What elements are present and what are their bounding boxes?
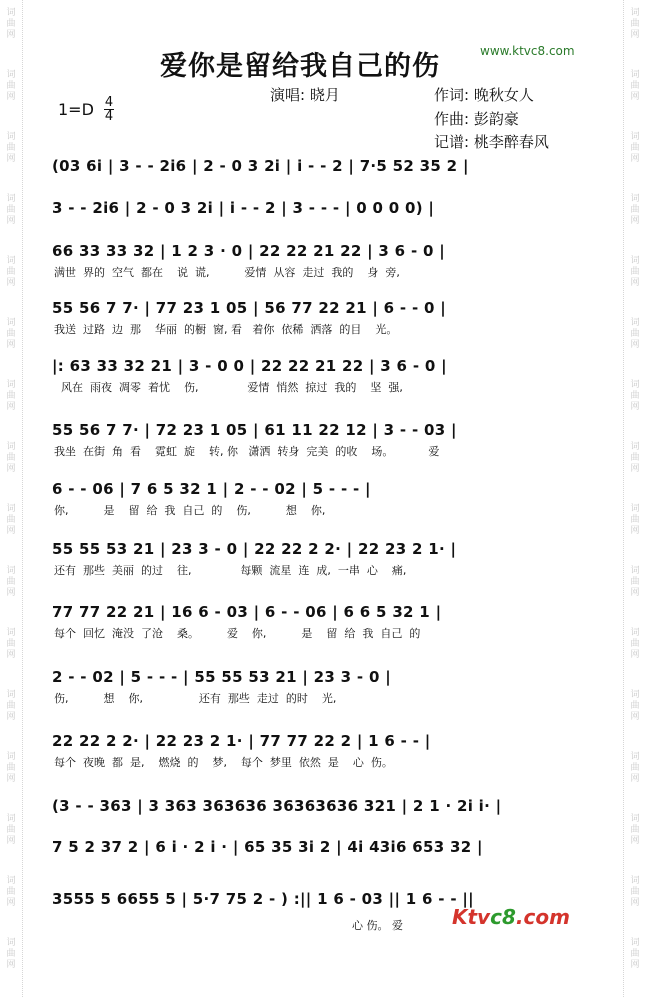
lyric-line: 满世 界的 空气 都在 说 谎, 爱情 从容 走过 我的 身 旁, xyxy=(54,266,400,279)
watermark-text: 词 曲 网 xyxy=(630,8,640,40)
watermark-text: 词 曲 网 xyxy=(6,318,16,350)
lyric-line: 你, 是 留 给 我 自己 的 伤, 想 你, xyxy=(54,504,326,517)
watermark-text: 词 曲 网 xyxy=(6,380,16,412)
lyric-line: 风在 雨夜 凋零 着忧 伤, 爱情 悄然 掠过 我的 坚 强, xyxy=(54,381,403,394)
watermark-text: 词 曲 网 xyxy=(630,442,640,474)
watermark-text: 词 曲 网 xyxy=(630,938,640,970)
notation: 55 55 53 21 | 23 3 - 0 | 22 22 2 2· | 22 23 2 1· | xyxy=(52,540,457,558)
watermark-text: 词 曲 网 xyxy=(6,566,16,598)
watermark-text: 词 曲 网 xyxy=(630,752,640,784)
watermark-text: 词 曲 网 xyxy=(6,752,16,784)
watermark-text: 词 曲 网 xyxy=(6,814,16,846)
time-signature-top: 4 xyxy=(104,95,114,110)
notation: 3 - - 2i6 | 2 - 0 3 2i | i - - 2 | 3 - - - | 0 0 0 0) | xyxy=(52,199,435,217)
logo-tail-text: .com xyxy=(515,905,570,929)
watermark-text: 词 曲 网 xyxy=(6,442,16,474)
watermark-text: 词 曲 网 xyxy=(6,256,16,288)
watermark-text: 词 曲 网 xyxy=(630,876,640,908)
key-signature: 1=D xyxy=(58,100,94,119)
logo-green-text: c8 xyxy=(490,905,516,929)
lyric-line: 我送 过路 边 那 华丽 的橱 窗, 看 着你 依稀 洒落 的目 光。 xyxy=(54,323,398,336)
watermark-text: 词 曲 网 xyxy=(630,380,640,412)
lyric-line: 每个 夜晚 都 是, 燃烧 的 梦, 每个 梦里 依然 是 心 伤。 xyxy=(54,756,393,769)
watermark-text: 词 曲 网 xyxy=(630,70,640,102)
notation: (3 - - 363 | 3 363 363636 36363636 321 | 2 1 · 2i i· | xyxy=(52,797,502,815)
notation: 7 5 2 37 2 | 6 i · 2 i · | 65 35 3i 2 | 4i 43i6 653 32 | xyxy=(52,838,483,856)
song-title: 爱你是留给我自己的伤 xyxy=(160,51,440,82)
transcriber-credit: 记谱: 桃李醉春风 xyxy=(434,133,549,151)
notation: 77 77 22 21 | 16 6 - 03 | 6 - - 06 | 6 6 5 32 1 | xyxy=(52,603,442,621)
watermark-text: 词 曲 网 xyxy=(6,194,16,226)
singer-credit: 演唱: 晓月 xyxy=(270,86,340,104)
watermark-text: 词 曲 网 xyxy=(6,628,16,660)
watermark-text: 词 曲 网 xyxy=(630,628,640,660)
watermark-text: 词 曲 网 xyxy=(630,318,640,350)
watermark-text: 词 曲 网 xyxy=(630,132,640,164)
lyric-line: 还有 那些 美丽 的过 往, 每颗 流星 连 成, 一串 心 痛, xyxy=(54,564,407,577)
time-signature xyxy=(104,96,114,123)
watermark-text: 词 曲 网 xyxy=(6,690,16,722)
watermark-text: 词 曲 网 xyxy=(6,70,16,102)
watermark-text: 词 曲 网 xyxy=(630,566,640,598)
notation: 55 56 7 7· | 77 23 1 05 | 56 77 22 21 | 6 - - 0 | xyxy=(52,299,447,317)
time-signature-bottom: 4 xyxy=(104,109,114,124)
notation: 66 33 33 32 | 1 2 3 · 0 | 22 22 21 22 | 3 6 - 0 | xyxy=(52,242,446,260)
notation: 55 56 7 7· | 72 23 1 05 | 61 11 22 12 | 3 - - 03 | xyxy=(52,421,457,439)
watermark-text: 词 曲 网 xyxy=(6,876,16,908)
logo-red-text: Ktv xyxy=(452,905,491,929)
lyric-line: 伤, 想 你, 还有 那些 走过 的时 光, xyxy=(54,692,337,705)
notation: |: 63 33 32 21 | 3 - 0 0 | 22 22 21 22 | 3 6 - 0 | xyxy=(52,357,447,375)
notation: (03 6i | 3 - - 2i6 | 2 - 0 3 2i | i - - 2 | 7·5 52 35 2 | xyxy=(52,157,469,175)
notation: 3555 5 6655 5 | 5·7 75 2 - ) :|| 1 6 - 03 || 1 6 - - || xyxy=(52,890,474,908)
watermark-text: 词 曲 网 xyxy=(6,132,16,164)
ending-lyric: 心 伤。 爱 xyxy=(352,919,403,932)
watermark-text: 词 曲 网 xyxy=(6,938,16,970)
lyric-line: 我坐 在街 角 看 霓虹 旋 转, 你 潇洒 转身 完美 的收 场。 爱 xyxy=(54,445,440,458)
lyric-line: 每个 回忆 淹没 了沧 桑。 爱 你, 是 留 给 我 自己 的 xyxy=(54,627,421,640)
notation: 22 22 2 2· | 22 23 2 1· | 77 77 22 2 | 1 6 - - | xyxy=(52,732,431,750)
watermark-text: 词 曲 网 xyxy=(630,690,640,722)
watermark-text: 词 曲 网 xyxy=(630,194,640,226)
notation: 6 - - 06 | 7 6 5 32 1 | 2 - - 02 | 5 - - - | xyxy=(52,480,371,498)
ktvc8-logo[interactable] xyxy=(452,905,570,929)
watermark-text: 词 曲 网 xyxy=(630,814,640,846)
watermark-text: 词 曲 网 xyxy=(630,256,640,288)
watermark-text: 词 曲 网 xyxy=(6,504,16,536)
notation: 2 - - 02 | 5 - - - | 55 55 53 21 | 23 3 - 0 | xyxy=(52,668,391,686)
site-url[interactable]: www.ktvc8.com xyxy=(480,44,575,58)
watermark-text: 词 曲 网 xyxy=(6,8,16,40)
watermark-text: 词 曲 网 xyxy=(630,504,640,536)
lyricist-credit: 作词: 晚秋女人 xyxy=(434,86,534,104)
composer-credit: 作曲: 彭韵豪 xyxy=(434,110,519,128)
